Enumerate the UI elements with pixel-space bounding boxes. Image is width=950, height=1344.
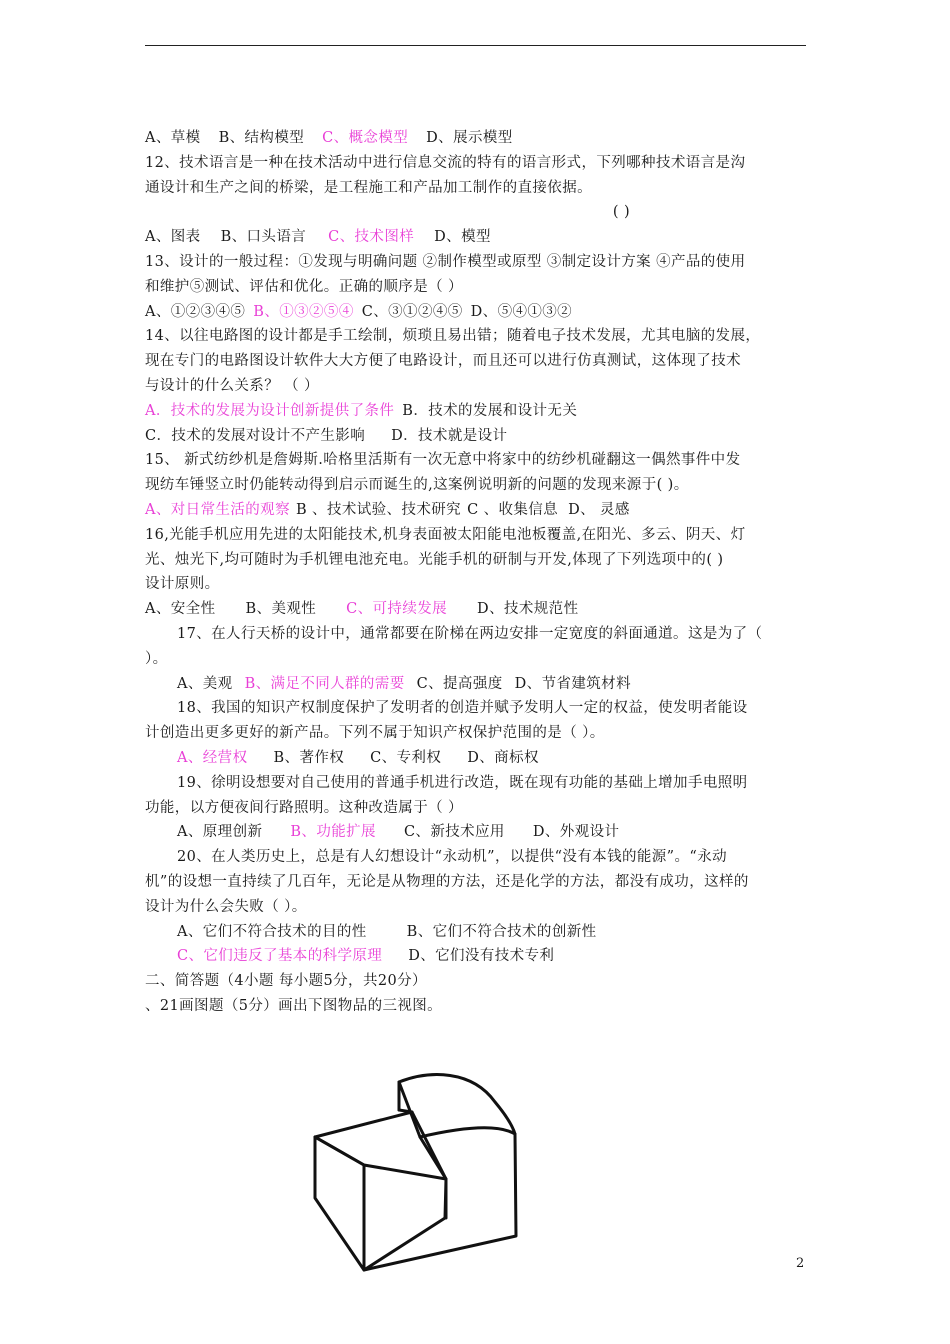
q11-option-d: D、展示模型: [426, 130, 513, 146]
curved-top-edge: [420, 1128, 515, 1137]
q20-options-ab: [145, 920, 806, 945]
q21-heading: 、21画图题（5分）画出下图物品的三视图。: [145, 997, 443, 1014]
q18-options: [145, 746, 806, 771]
q14-options-cd: [145, 424, 806, 449]
q16-options: [145, 597, 806, 622]
q13-option-d: D、⑤④①③②: [470, 303, 573, 320]
q18-option-c: C、专利权: [370, 749, 442, 766]
q17-option-b: B、满足不同人群的需要: [244, 675, 405, 692]
q16-stem-2: 光、烛光下,均可随时为手机锂电池充电。光能手机的研制与开发,体现了下列选项中的( ): [145, 551, 724, 568]
q12-option-d: D、模型: [434, 229, 491, 246]
q14-options-ab: [145, 399, 806, 424]
q20-stem-1: 20、在人类历史上，总是有人幻想设计“永动机”，以提供“没有本钱的能源”。“永动: [177, 849, 728, 866]
q15-option-b: B 、技术试验、技术研究: [295, 501, 462, 518]
q15-option-d: D、 灵感: [568, 501, 630, 518]
q17-options: [145, 672, 806, 697]
q14-option-d: D．技术就是设计: [391, 427, 508, 444]
q19-options: [145, 820, 806, 845]
q20-stem-3: 设计为什么会失败（ ）。: [145, 898, 307, 915]
q14-option-a: A．技术的发展为设计创新提供了条件: [145, 402, 395, 419]
q13-options: [145, 300, 806, 325]
q12-paren: ( ): [612, 204, 630, 221]
q11-option-a: A、草模: [145, 130, 201, 146]
q17-stem-2: ）。: [145, 650, 168, 667]
q17-option-a: A、美观: [177, 675, 233, 692]
isometric-object-drawing: [300, 1072, 530, 1272]
q16-stem-1: 16,光能手机应用先进的太阳能技术,机身表面被太阳能电池板覆盖,在阳光、多云、阴天、灯: [145, 526, 746, 543]
q20-option-d: D、它们没有技术专利: [408, 948, 555, 965]
q11-options: [145, 126, 806, 151]
q20-options-cd: [145, 944, 806, 969]
q12-option-a: A、图表: [145, 229, 201, 246]
q12-options: [145, 225, 806, 250]
q19-stem-1: 19、徐明设想要对自己使用的普通手机进行改造，既在现有功能的基础上增加手电照明: [177, 774, 748, 791]
section-2-heading: 二、简答题（4小题 每小题5分，共20分）: [145, 973, 427, 990]
q16-option-d: D、技术规范性: [477, 601, 579, 618]
q13-stem-1: 13、设计的一般过程：①发现与明确问题 ②制作模型或原型 ③制定设计方案 ④产品的使用: [145, 253, 746, 270]
q18-option-d: D、商标权: [467, 749, 539, 766]
q20-option-b: B、它们不符合技术的创新性: [406, 923, 597, 940]
q19-option-b: B、功能扩展: [290, 824, 376, 841]
q16-option-b: B、美观性: [245, 601, 317, 618]
q18-stem-1: 18、我国的知识产权制度保护了发明者的创造并赋予发明人一定的权益，使发明者能设: [177, 700, 748, 717]
q16-stem-3: 设计原则。: [145, 576, 220, 593]
q17-option-c: C、提高强度: [416, 675, 503, 692]
q15-option-c: C 、收集信息: [467, 501, 559, 518]
q16-option-a: A、安全性: [145, 601, 216, 618]
q14-option-b: B．技术的发展和设计无关: [402, 402, 578, 419]
q14-stem-3: 与设计的什么关系？ （ ）: [145, 377, 319, 394]
page-number: 2: [796, 1256, 805, 1271]
header-rule: [145, 45, 806, 46]
q14-stem-2: 现在专门的电路图设计软件大大方便了电路设计，而且还可以进行仿真测试，这体现了技术: [145, 353, 741, 370]
q14-stem-1: 14、以往电路图的设计都是手工绘制，烦琐且易出错；随着电子技术发展，尤其电脑的发展，: [145, 328, 761, 345]
q11-option-c: C、概念模型: [322, 130, 409, 146]
q15-options: [145, 498, 806, 523]
q12-option-c: C、技术图样: [328, 229, 415, 246]
q13-option-c: C、③①②④⑤: [361, 303, 463, 320]
document-body: [145, 126, 806, 1019]
q12-stem-2: 通设计和生产之间的桥梁，是工程施工和产品加工制作的直接依据。: [145, 179, 592, 196]
step-front-edge: [399, 1110, 412, 1112]
q12-stem-1: 12、技术语言是一种在技术活动中进行信息交流的特有的语言形式，下列哪种技术语言是沟: [145, 154, 746, 171]
q18-option-a: A、经营权: [177, 749, 248, 766]
q20-option-c: C、它们违反了基本的科学原理: [177, 948, 383, 965]
left-vertical-edge: [315, 1137, 364, 1270]
q13-option-a: A、①②③④⑤: [145, 303, 246, 320]
q19-option-c: C、新技术应用: [403, 824, 505, 841]
q18-option-b: B、著作权: [273, 749, 345, 766]
q20-option-a: A、它们不符合技术的目的性: [177, 923, 367, 940]
q15-stem-2: 现纺车锤竖立时仍能转动得到启示而诞生的,这案例说明新的问题的发现来源于( )。: [145, 477, 689, 494]
q19-stem-2: 功能，以方便夜间行路照明。这种改造属于（ ）: [145, 799, 463, 816]
q16-option-c: C、可持续发展: [346, 601, 448, 618]
q12-option-b: B、口头语言: [220, 229, 307, 246]
q20-stem-2: 机”的设想一直持续了几百年，无论是从物理的方法，还是化学的方法，都没有成功，这样的: [145, 873, 749, 890]
q13-option-b: B、①③②⑤④: [253, 303, 354, 320]
q11-option-b: B、结构模型: [218, 130, 305, 146]
q18-stem-2: 计创造出更多更好的新产品。下列不属于知识产权保护范围的是（ ）。: [145, 725, 605, 742]
q15-stem-1: 15、 新式纺纱机是詹姆斯.哈格里活斯有一次无意中将家中的纺纱机碰翻这一偶然事件中发: [145, 452, 741, 469]
q13-stem-2: 和维护⑤测试、评估和优化。正确的顺序是（ ）: [145, 278, 463, 295]
q15-option-a: A、对日常生活的观察: [145, 501, 290, 518]
q17-stem-1: 17、在人行天桥的设计中，通常都要在阶梯在两边安排一定宽度的斜面通道。这是为了（: [177, 625, 763, 642]
q19-option-d: D、外观设计: [532, 824, 620, 841]
q17-option-d: D、节省建筑材料: [514, 675, 631, 692]
q14-option-c: C．技术的发展对设计不产生影响: [145, 427, 366, 444]
q19-option-a: A、原理创新: [177, 824, 263, 841]
